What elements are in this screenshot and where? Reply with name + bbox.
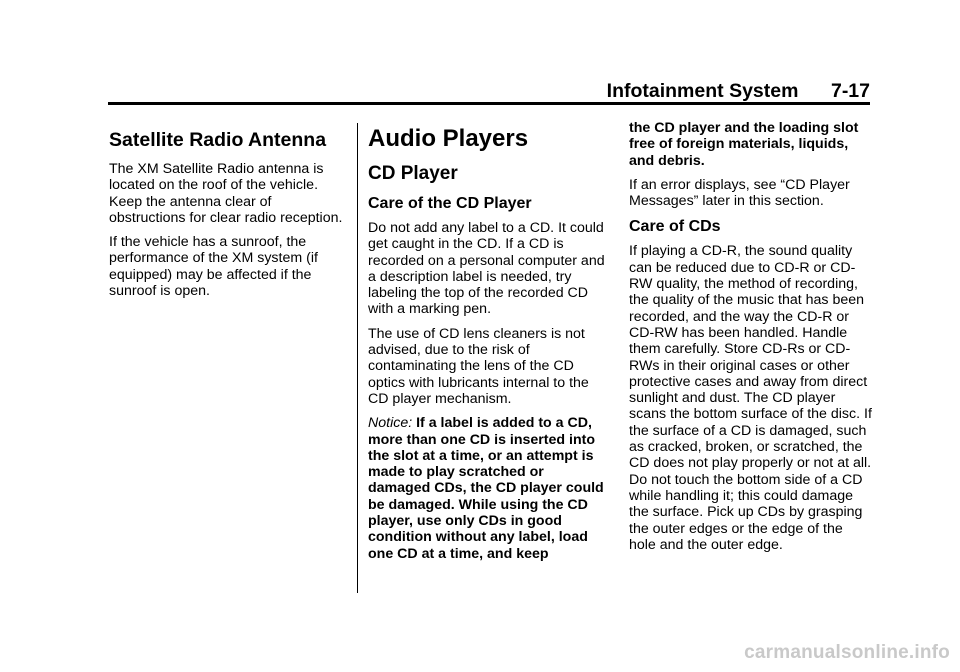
column-divider [357,123,358,593]
paragraph: Do not add any label to a CD. It could get caught in the CD. If a CD is recorded on a personal computer and a description label is needed, try labeling the top of the recorded CD with a marking pen. [368,220,605,318]
paragraph: The XM Satellite Radio antenna is located on the roof of the vehicle. Keep the antenna clear of obstructions for clear radio reception. [109,161,343,226]
notice-label: Notice: [368,415,413,432]
column-left [109,120,345,307]
column-right [629,120,873,561]
heading-audio-players: Audio Players [368,125,529,152]
paragraph: The use of CD lens cleaners is not advised, due to the risk of contaminating the lens of the CD optics with lubricants internal to the CD player mechanism. [368,325,589,407]
notice-continued: the CD player and the loading slot free of foreign materials, liquids, and debris. [629,120,859,169]
paragraph: If an error displays, see “CD Player Messages” later in this section. [629,176,850,210]
heading-cd-player: CD Player [368,163,458,184]
section-title: Infotainment System [606,80,799,102]
heading-satellite-radio-antenna: Satellite Radio Antenna [109,129,327,151]
paragraph: If the vehicle has a sunroof, the performance of the XM system (if equipped) may be affected if the sunroof is open. [109,234,318,300]
header-rule [108,102,870,105]
paragraph: If playing a CD-R, the sound quality can be reduced due to CD-R or CD-RW quality, the method of recording, the quality of the music that has been recorded, and the way the CD-R or CD-RW has been handled. Handle them carefully. Store CD-Rs or CD-RWs in their original cases or other protective cases and away from direct sunlight and dust. The CD player scans the bottom surface of the disc. If the surface of a CD is damaged, such as cracked, broken, or scratched, the CD does not play properly or not at all. Do not touch the bottom side of a CD while handling it; this could damage the surface. Pick up CDs by grasping the outer edges or the edge of the hole and the outer edge. [629,243,872,553]
watermark: carmanualsonline.info [744,642,950,663]
notice-text: If a label is added to a CD, more than one CD is inserted into the slot at a time, or an attempt is made to play scratched or damaged CDs, the CD player could be damaged. While using the CD player, use only CDs in good condition without any label, load one CD at a time, and keep [368,415,604,562]
heading-care-of-cds: Care of CDs [629,218,721,236]
column-middle [368,120,608,570]
heading-care-of-cd-player: Care of the CD Player [368,195,532,212]
header-title [607,78,870,104]
notice-paragraph [368,415,608,562]
page-number: 7-17 [830,80,870,102]
